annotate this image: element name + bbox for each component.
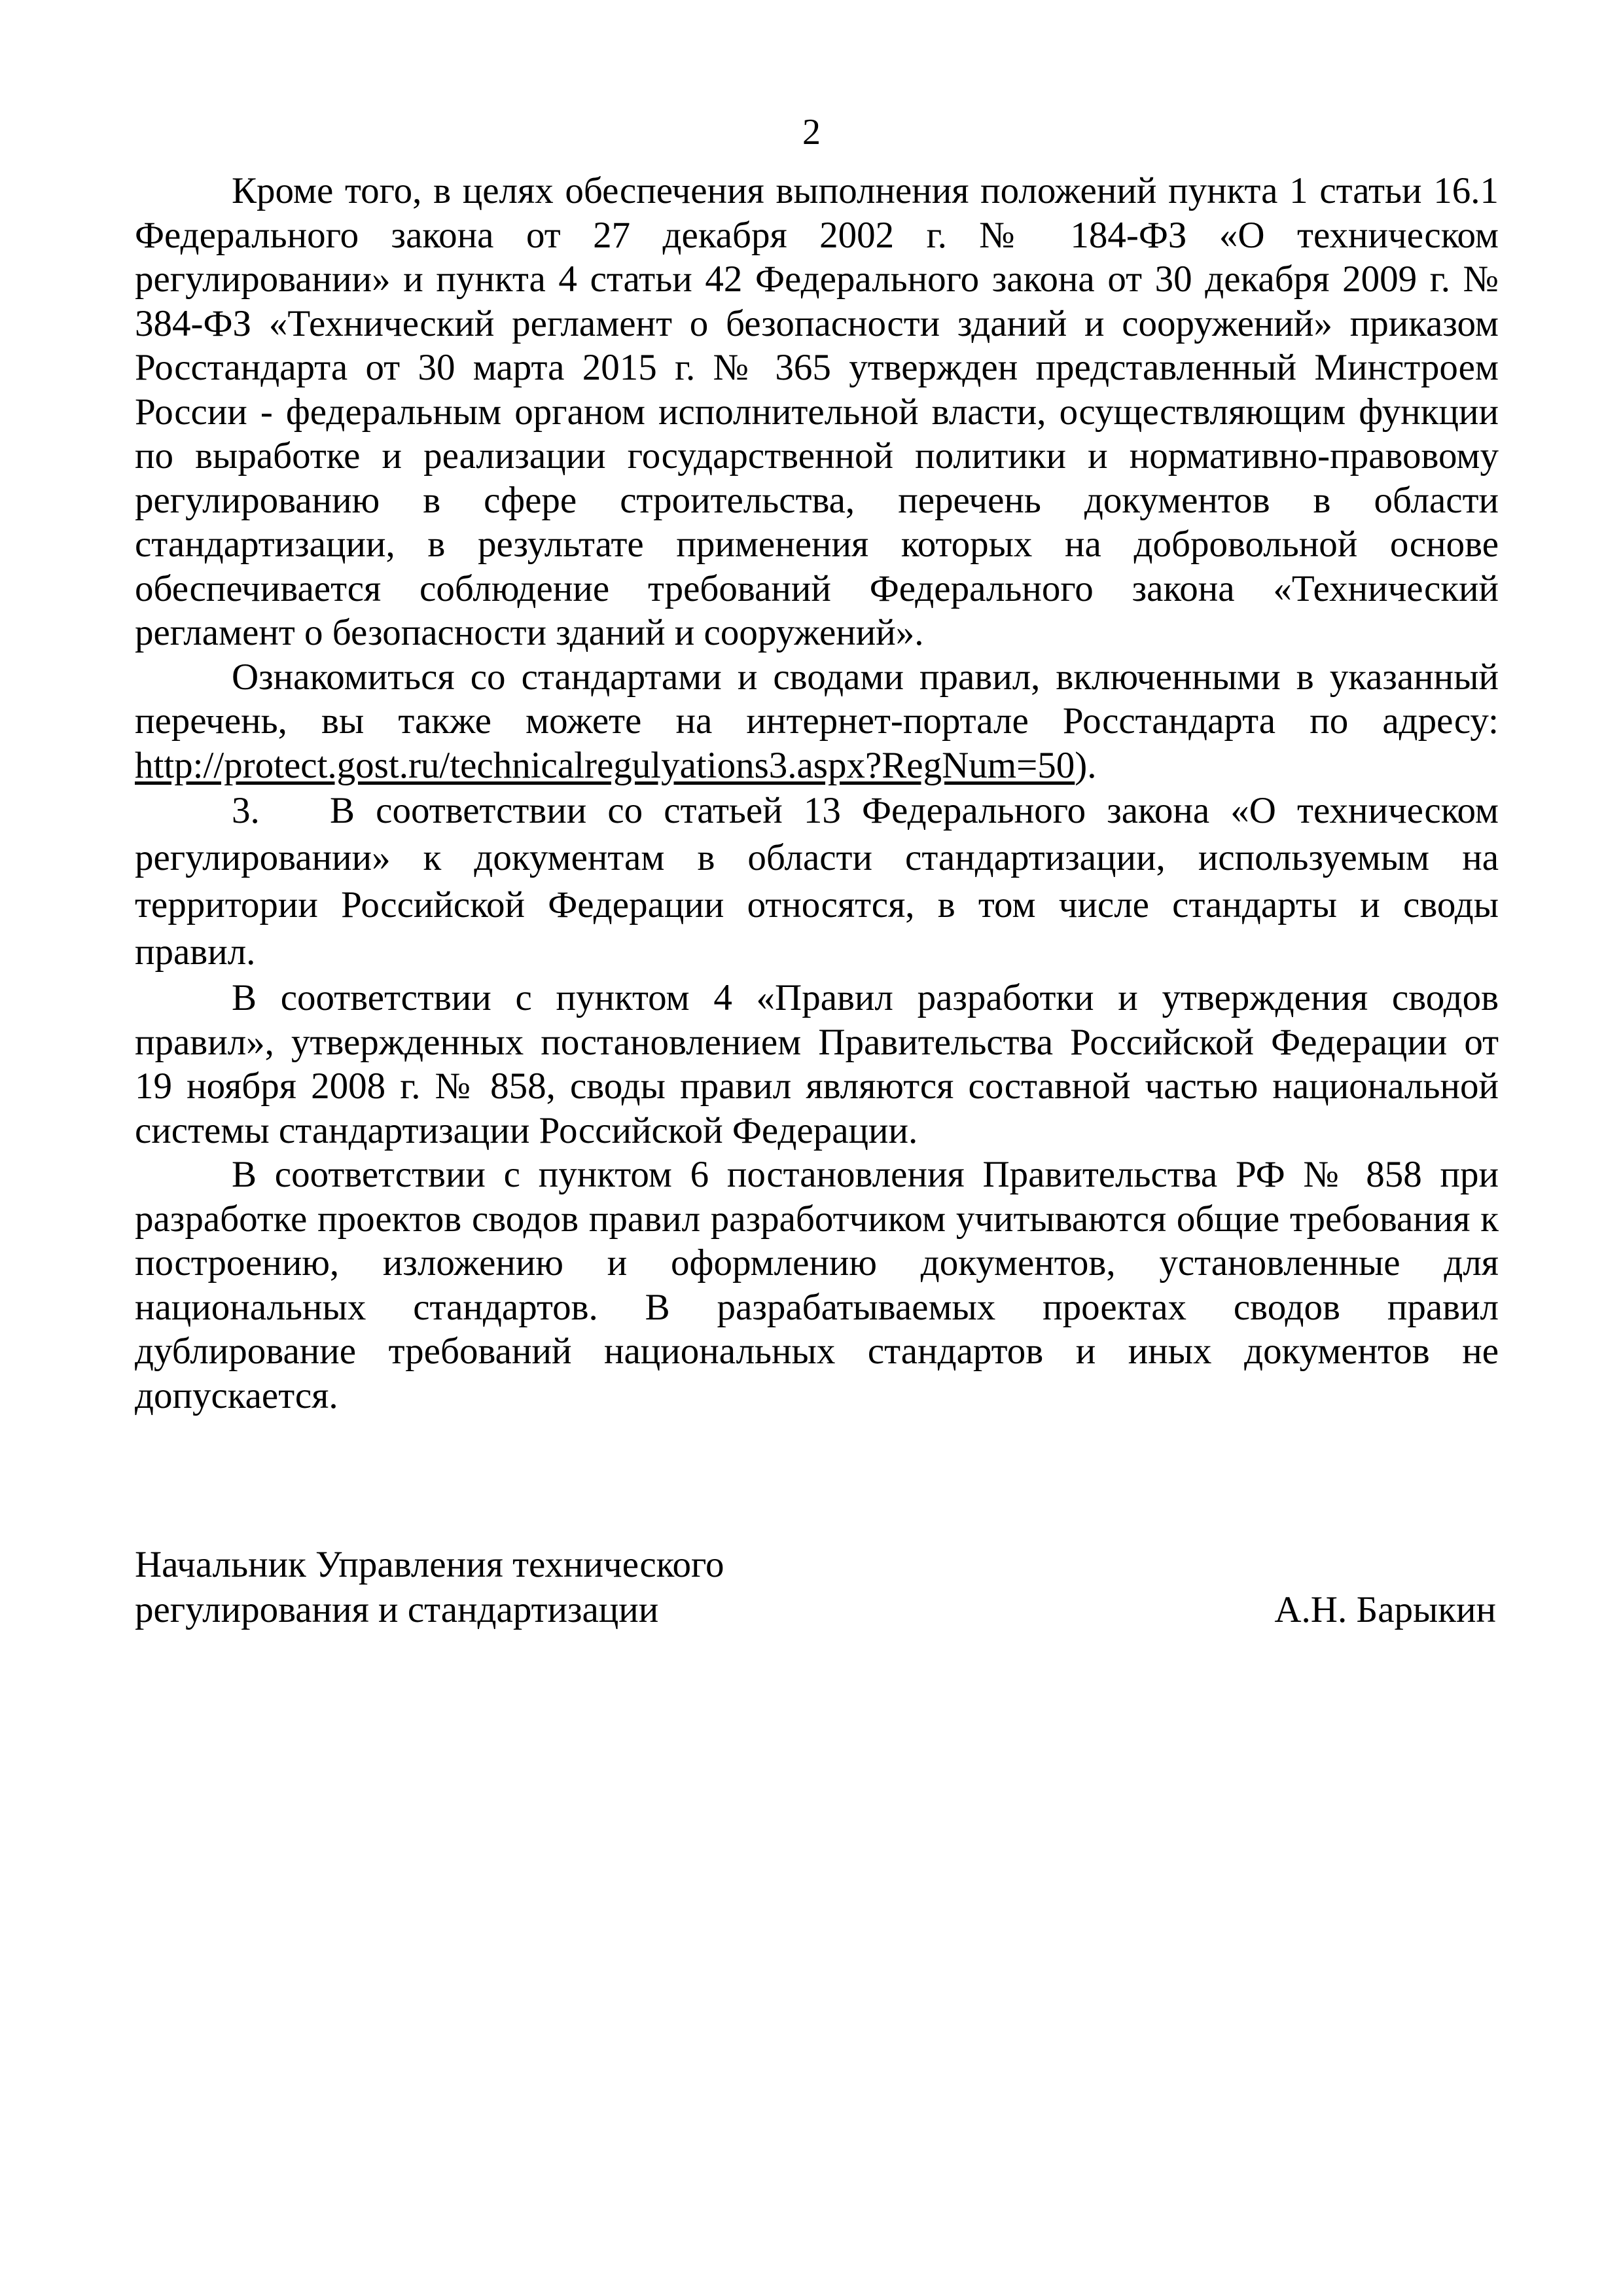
paragraph-rules-of-development: В соответствии с пунктом 4 «Правил разработки и утверждения сводов правил», утвержденных постановлением Правительства Российской Федерации от 19 ноября 2008 г. № 858, своды правил являются составной частью национальной системы стандартизации Российской Федерации.	[135, 977, 1499, 1151]
rosstandart-portal-link[interactable]: http://protect.gost.ru/technicalregulyations3.aspx?RegNum=50	[135, 744, 1075, 786]
signer-position-line-1: Начальник Управления технического	[135, 1544, 724, 1585]
paragraph-item-3-text: В соответствии со статьей 13 Федерального закона «О техническом регулировании» к документам в области стандартизации, используемым на территории Российской Федерации относятся, в том числе стандарты и своды правил.	[135, 790, 1499, 973]
paragraph-federal-law-list: Кроме того, в целях обеспечения выполнения положений пункта 1 статьи 16.1 Федерального закона от 27 декабря 2002 г. № 184-ФЗ «О техническом регулировании» и пункта 4 статьи 42 Федерального закона от 30 декабря 2009 г. № 384-ФЗ «Технический регламент о безопасности зданий и сооружений» приказом Росстандарта от 30 марта 2015 г. № 365 утвержден представленный Минстроем России - федеральным органом исполнительной власти, осуществляющим функции по выработке и реализации государственной политики и нормативно-правовому регулированию в сфере строительства, перечень документов в области стандартизации, в результате применения которых на добровольной основе обеспечивается соблюдение требований Федерального закона «Технический регламент о безопасности зданий и сооружений».	[135, 170, 1499, 653]
paragraph-portal-reference	[135, 655, 1499, 788]
paragraph-portal-text: Ознакомиться со стандартами и сводами правил, включенными в указанный перечень, вы также можете на интернет-портале Росстандарта по адресу:	[135, 656, 1499, 742]
item-number: 3.	[232, 790, 260, 831]
signature-block	[135, 1542, 1496, 1632]
signer-row	[135, 1587, 1496, 1632]
signer-position-line-2: регулирования и стандартизации	[135, 1589, 659, 1630]
paragraph-item-3	[135, 787, 1499, 976]
letter-body	[135, 169, 1499, 1418]
signer-name: А.Н. Барыкин	[1274, 1589, 1496, 1630]
paragraph-resolution-858: В соответствии с пунктом 6 постановления Правительства РФ № 858 при разработке проектов сводов правил разработчиком учитываются общие требования к построению, изложению и оформлению документов, установленные для национальных стандартов. В разрабатываемых проектах сводов правил дублирование требований национальных стандартов и иных документов не допускается.	[135, 1154, 1499, 1416]
paragraph-portal-closing: ).	[1075, 744, 1097, 786]
page-number: 2	[802, 112, 821, 152]
